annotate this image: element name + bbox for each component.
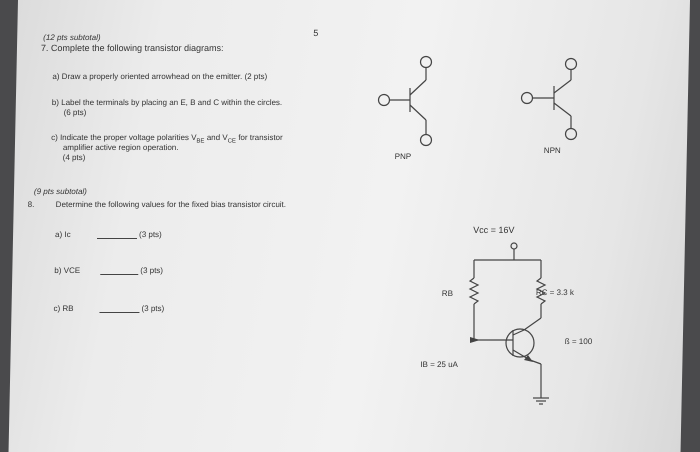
rb-label: RB: [441, 289, 454, 298]
vce-subscript: CE: [227, 138, 237, 145]
pnp-collector-circle: [421, 57, 432, 68]
npn-base-circle: [522, 93, 533, 104]
page-number: 5: [313, 28, 319, 38]
q7-part-b-line1: b) Label the terminals by placing an E, B and C within the circles.: [51, 98, 283, 107]
q7-prompt: Complete the following transistor diagrams:: [50, 43, 224, 53]
vcc-label: Vcc = 16V: [473, 225, 515, 235]
vbe-subscript: BE: [196, 138, 205, 145]
q8-item-b-label: b) VCE: [54, 266, 81, 275]
vcc-terminal: [511, 243, 517, 249]
q8-subtotal: (9 pts subtotal): [33, 187, 88, 196]
npn-collector-circle: [566, 59, 577, 70]
ground-symbol: [533, 398, 549, 404]
q8-item-a-pts: (3 pts): [138, 230, 162, 239]
q8-item-c-pts: (3 pts): [141, 304, 165, 313]
rb-resistor: [470, 278, 478, 304]
q7-part-b-line2: (6 pts): [63, 108, 87, 117]
q7-number: 7.: [40, 43, 49, 53]
q8-item-c-label: c) RB: [53, 304, 74, 313]
pnp-base-circle: [379, 95, 390, 106]
pnp-transistor-symbol: [379, 57, 432, 146]
beta-label: ß = 100: [564, 337, 593, 346]
q7-part-c-line2: amplifier active region operation.: [62, 143, 179, 152]
npn-emitter-circle: [566, 129, 577, 140]
fixed-bias-circuit: [470, 243, 549, 404]
q8-prompt: Determine the following values for the fixed bias transistor circuit.: [55, 200, 287, 209]
q7-part-c-line3: (4 pts): [62, 153, 86, 162]
q8-item-b-pts: (3 pts): [140, 266, 164, 275]
q8-item-a-label: a) Ic: [54, 230, 71, 239]
ib-arrow-icon: [470, 337, 480, 343]
npn-label: NPN: [543, 146, 561, 155]
q7-part-c-text: c) Indicate the proper voltage polarities V: [51, 133, 197, 142]
pnp-emitter-circle: [421, 135, 432, 146]
q7-part-c-end: for transistor: [235, 133, 283, 142]
q8-number: 8.: [27, 200, 35, 209]
rc-resistor: [537, 278, 545, 304]
transistor-body: [506, 329, 534, 357]
q7-part-a: a) Draw a properly oriented arrowhead on the emitter. (2 pts): [52, 72, 268, 81]
npn-transistor-symbol: [522, 59, 577, 140]
ib-label: IB = 25 uA: [420, 360, 459, 369]
pnp-label: PNP: [394, 152, 412, 161]
q7-subtotal: (12 pts subtotal): [43, 33, 101, 42]
rc-label: RC = 3.3 k: [535, 288, 574, 297]
q7-part-c-mid: and V: [204, 133, 228, 142]
